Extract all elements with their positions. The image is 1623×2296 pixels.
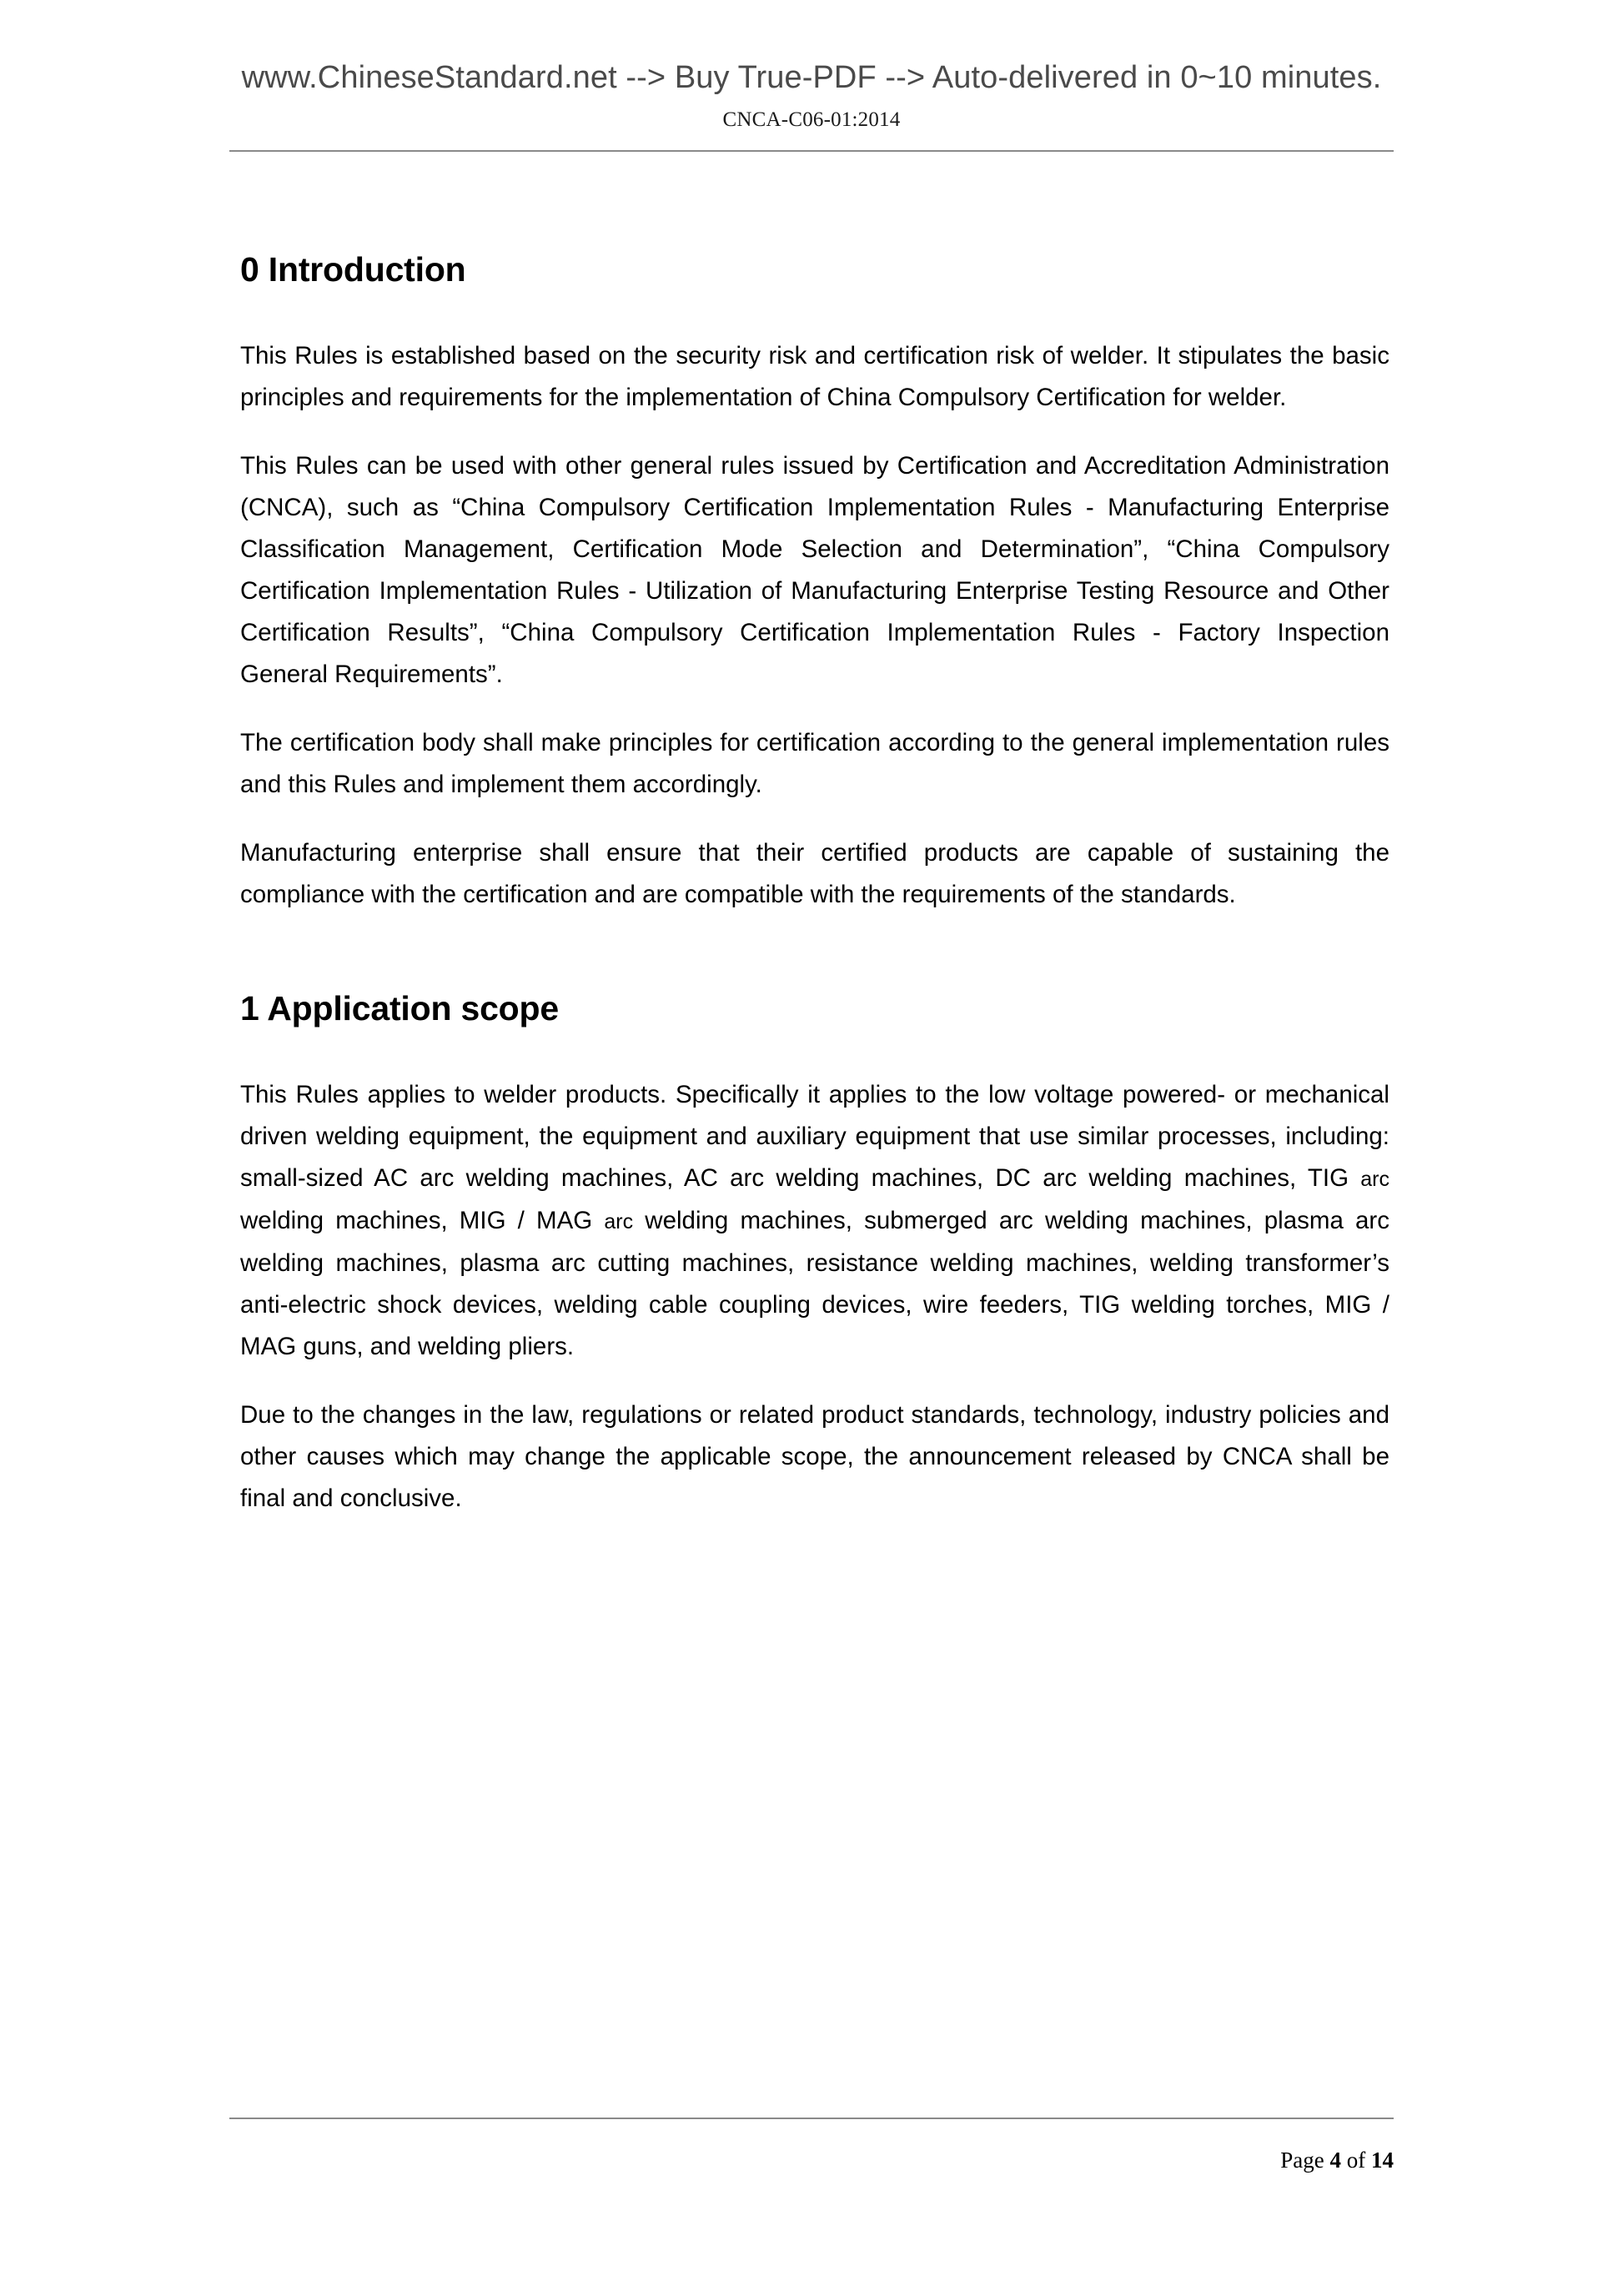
scope-text-small-arc-2: arc — [604, 1210, 634, 1234]
document-code-header: CNCA-C06-01:2014 — [722, 108, 901, 131]
spacer — [240, 916, 1389, 989]
spacer — [240, 696, 1389, 722]
scope-text-part1: This Rules applies to welder products. Specifically it applies to the low voltage powered- or mechanical driven welding equipment, the equipment and auxiliary equipment that use similar processes, including: small-sized AC arc welding machines, AC arc welding machines, DC arc welding machines, TIG — [240, 1081, 1389, 1193]
footer-total-pages: 14 — [1371, 2148, 1394, 2173]
footer-middle: of — [1341, 2148, 1371, 2173]
scope-text-part2: welding machines, MIG / MAG — [240, 1207, 605, 1235]
footer-divider — [229, 2118, 1394, 2119]
header-divider — [229, 150, 1394, 152]
paragraph-intro-4: Manufacturing enterprise shall ensure that their certified products are capable of sustaining the compliance with the certification and are compatible with the requirements of the standards. — [240, 839, 1389, 909]
spacer — [240, 806, 1389, 832]
scope-text-part3: welding machines, submerged arc welding machines, plasma arc welding machines, plasma arc cutting machines, resistance welding machines, welding transformer’s anti-electric shock devices, welding cable coupling devices, wire feeders, TIG welding torches, MIG / MAG guns, and welding pliers. — [240, 1207, 1390, 1361]
scope-text-small-arc-1: arc — [1360, 1168, 1389, 1192]
section-heading-application-scope: 1 Application scope — [240, 989, 559, 1028]
page-number-footer — [229, 2148, 1394, 2173]
spacer — [240, 419, 1389, 445]
paragraph-intro-1: This Rules is established based on the security risk and certification risk of welder. It stipulates the basic principles and requirements for the implementation of China Compulsory Certification for welder. — [240, 342, 1389, 412]
spacer — [240, 1028, 1389, 1074]
paragraph-intro-3: The certification body shall make principles for certification according to the general implementation rules and this Rules and implement them accordingly. — [240, 729, 1389, 799]
spacer — [240, 289, 1389, 335]
site-watermark: www.ChineseStandard.net --> Buy True-PDF --> Auto-delivered in 0~10 minutes. — [241, 60, 1382, 95]
footer-current-page: 4 — [1329, 2148, 1341, 2173]
spacer — [240, 1368, 1389, 1394]
paragraph-intro-2: This Rules can be used with other general rules issued by Certification and Accreditation Administration (CNCA), such as “China Compulsory Certification Implementation Rules - Manufacturing Enterprise Classification Management, Certification Mode Selection and Determination”, “China Compulsory Certification Implementation Rules - Utilization of Manufacturing Enterprise Testing Resource and Other Certification Results”, “China Compulsory Certification Implementation Rules - Factory Inspection General Requirements”. — [240, 452, 1389, 689]
document-body — [240, 250, 1389, 1520]
footer-prefix: Page — [1280, 2148, 1330, 2173]
paragraph-scope-1 — [240, 1074, 1389, 1368]
paragraph-scope-2: Due to the changes in the law, regulations or related product standards, technology, industry policies and other causes which may change the applicable scope, the announcement released by CNCA shall be final and conclusive. — [240, 1401, 1389, 1513]
section-heading-introduction: 0 Introduction — [240, 250, 466, 289]
